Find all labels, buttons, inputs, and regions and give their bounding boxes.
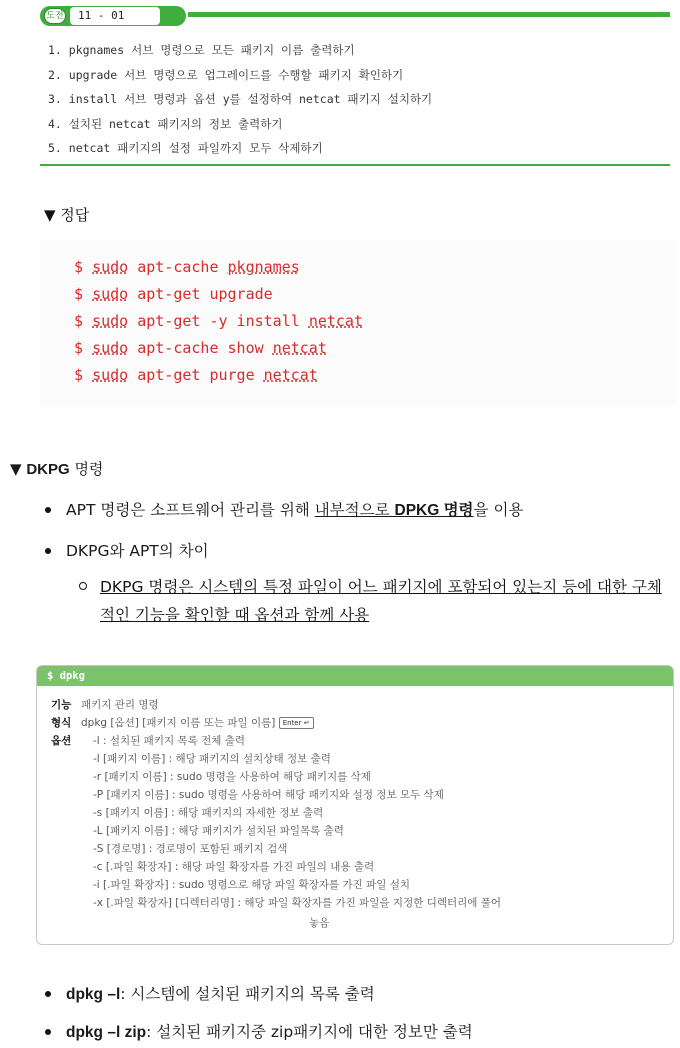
sub-bullet-circle-icon (79, 582, 87, 590)
bullet-command: dpkg –l (66, 986, 121, 1003)
code-prompt: $ (74, 285, 84, 303)
exercise-item: 5. netcat 패키지의 설정 파일까지 모두 삭제하기 (48, 141, 323, 155)
bullet-dot-icon (45, 1029, 51, 1035)
ref-option-continuation: 놓음 (309, 917, 330, 929)
code-token: apt-get -y install (128, 312, 309, 330)
exercise-list (48, 38, 432, 161)
code-prompt: $ (74, 366, 84, 384)
bullet-dpkg-l-zip (66, 1020, 473, 1042)
ref-form-value: dpkg [옵션] [패키지 이름 또는 파일 이름] (81, 717, 276, 729)
code-token: apt-cache show (128, 339, 273, 357)
code-token: sudo (92, 339, 129, 357)
code-token: apt-cache (128, 258, 228, 276)
exercise-item: 4. 설치된 netcat 패키지의 정보 출력하기 (48, 116, 283, 131)
ref-form-row (51, 715, 314, 730)
bullet-dot-icon (45, 507, 51, 513)
ref-opt-label: 옵션 (51, 735, 72, 747)
answer-code-block (74, 256, 363, 391)
code-token: netcat (308, 312, 363, 330)
bullet-desc: : 설치된 패키지중 zip패키지에 대한 정보만 출력 (146, 1023, 473, 1041)
dpkg-reference-box (36, 665, 674, 945)
ref-title: $ dpkg (37, 666, 673, 686)
code-line (74, 310, 363, 337)
code-token: apt-get upgrade (128, 285, 273, 303)
bullet-apt-uses-dpkg (66, 498, 523, 520)
exercise-bottom-rule (40, 164, 670, 166)
sub-bullet-dkpg-usage: DKPG 명령은 시스템의 특정 파일이 어느 패키지에 포함되어 있는지 등에 대한 구체적인 기능을 확인할 때 옵션과 함께 사용 (100, 578, 662, 624)
exercise-item: 1. pkgnames 서브 명령으로 모든 패키지 이름 출력하기 (48, 43, 355, 57)
exercise-badge: 도전 (44, 8, 66, 24)
answer-toggle[interactable]: ▼ 정답 (44, 206, 90, 224)
exercise-header (38, 6, 670, 28)
ref-func-label: 기능 (51, 699, 72, 711)
enter-key-icon: Enter ↵ (279, 717, 314, 729)
code-line (74, 256, 363, 283)
code-token: sudo (92, 258, 129, 276)
bullet-dpkg-l (66, 982, 375, 1004)
bullet-underlined-text: 내부적으로 (314, 501, 395, 519)
ref-option: -P [패키지 이름] : sudo 명령을 사용하여 해당 패키지와 설정 정보 모두 삭제 (93, 789, 444, 801)
ref-option: -L [패키지 이름] : 해당 패키지가 설치된 파일목록 출력 (93, 825, 344, 837)
ref-option: -x [.파일 확장자] [디렉터리명] : 해당 파일 확장자를 가진 파일을 지정한 디렉터리에 풀어 (93, 897, 502, 909)
code-token: netcat (263, 366, 318, 384)
code-token: sudo (92, 312, 129, 330)
ref-func-value: 패키지 관리 명령 (81, 699, 159, 711)
code-prompt: $ (74, 339, 84, 357)
bullet-underlined-bold: DPKG 명령 (394, 502, 474, 519)
exercise-item: 3. install 서브 명령과 옵션 y를 설정하여 netcat 패키지 설치하기 (48, 92, 433, 106)
section-title-bold: DKPG (26, 461, 70, 478)
code-line (74, 283, 363, 310)
ref-option: -r [패키지 이름] : sudo 명령을 사용하여 해당 패키지를 삭제 (93, 771, 371, 783)
bullet-text: APT 명령은 소프트웨어 관리를 위해 (66, 501, 315, 519)
exercise-number: 11 - 01 (70, 7, 160, 25)
ref-opt-row (51, 733, 81, 748)
bullet-command: dpkg –l zip (66, 1024, 147, 1041)
code-prompt: $ (74, 258, 84, 276)
section-title-rest: 명령 (69, 460, 104, 478)
code-line (74, 337, 363, 364)
bullet-desc: : 시스템에 설치된 패키지의 목록 출력 (120, 985, 375, 1003)
ref-option: -l [패키지 이름] : 해당 패키지의 설치상태 정보 출력 (93, 753, 331, 765)
exercise-item: 2. upgrade 서브 명령으로 업그레이드를 수행할 패키지 확인하기 (48, 67, 404, 82)
ref-func-row (51, 697, 159, 712)
ref-option: -l : 설치된 패키지 목록 전체 출력 (93, 735, 245, 747)
bullet-dot-icon (45, 991, 51, 997)
code-token: apt-get purge (128, 366, 264, 384)
bullet-text: 을 이용 (473, 501, 524, 519)
code-token: pkgnames (227, 258, 300, 276)
ref-option: -i [.파일 확장자] : sudo 명령으로 해당 파일 확장자를 가진 파일 설치 (93, 879, 410, 891)
ref-option: -S [경로명] : 경로명이 포함된 패키지 검색 (93, 843, 288, 855)
ref-form-label: 형식 (51, 717, 72, 729)
ref-option: -c [.파일 확장자] : 해당 파일 확장자를 가진 파일의 내용 출력 (93, 861, 375, 873)
bullet-dot-icon (45, 548, 51, 554)
code-prompt: $ (74, 312, 84, 330)
code-token: sudo (92, 366, 129, 384)
bullet-dkpg-apt-diff: DKPG와 APT의 차이 (66, 542, 209, 560)
code-line (74, 364, 363, 391)
section-toggle-dkpg[interactable] (10, 458, 103, 479)
ref-option: -s [패키지 이름] : 해당 패키지의 자세한 정보 출력 (93, 807, 324, 819)
code-token: sudo (92, 285, 129, 303)
bullet-underlined (315, 501, 474, 519)
toggle-triangle-icon: ▼ (10, 460, 22, 478)
exercise-pill (40, 6, 186, 26)
exercise-header-rule (188, 12, 670, 17)
code-token: netcat (272, 339, 327, 357)
